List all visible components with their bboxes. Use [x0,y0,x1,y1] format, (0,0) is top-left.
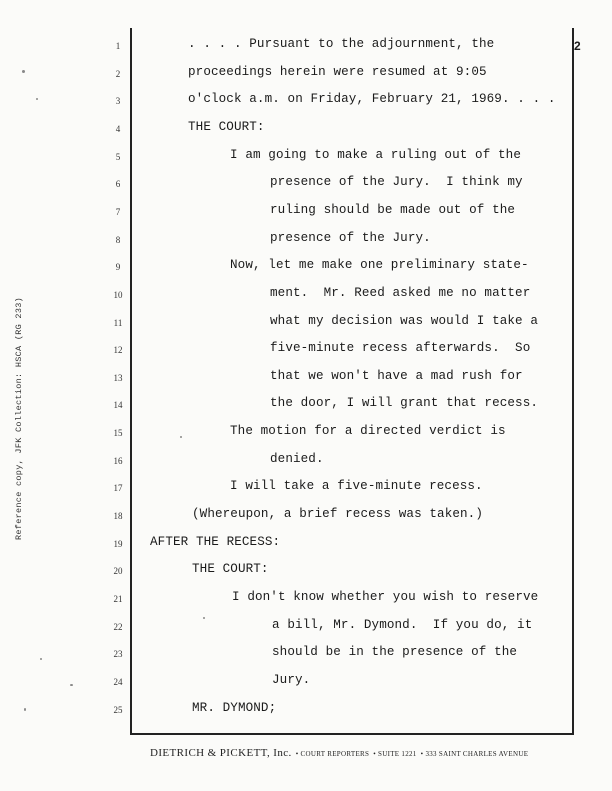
transcript-line: . . . . Pursuant to the adjournment, the [188,37,495,51]
archive-reference-label: Reference copy, JFK Collection: HSCA (RG 233) [14,296,24,540]
line-number: 4 [115,123,121,134]
transcript-line: five-minute recess afterwards. So [270,341,531,356]
transcript-line: denied. [270,451,324,466]
transcript-line: (Whereupon, a brief recess was taken.) [192,507,483,522]
line-number: 13 [113,372,123,383]
transcript-line: I don't know whether you wish to reserve [232,590,539,604]
firm-name: DIETRICH & PICKETT, Inc. [150,747,292,759]
transcript-line: I am going to make a ruling out of the [230,147,521,162]
scan-speck [203,617,205,619]
transcript-line: ment. Mr. Reed asked me no matter [270,285,531,300]
line-number: 11 [113,317,123,328]
line-number: 10 [113,289,123,300]
line-number: 20 [113,566,123,577]
transcript-line: AFTER THE RECESS: [150,534,281,549]
line-number: 3 [115,96,121,107]
transcript-line: the door, I will grant that recess. [270,396,539,411]
scan-speck [70,684,73,686]
line-number: 25 [113,704,123,715]
line-number: 18 [113,511,123,522]
transcript-line: THE COURT: [188,119,265,134]
line-number: 12 [113,345,123,356]
footer-bullet: • [295,750,299,758]
transcript-line: I will take a five-minute recess. [230,479,483,494]
line-number: 22 [113,621,123,632]
scan-speck [24,708,26,711]
page-number: 2 [574,39,581,53]
line-number: 2 [115,68,121,79]
scan-speck [22,70,25,73]
transcript-line: that we won't have a mad rush for [270,368,523,383]
line-number: 24 [113,676,123,687]
line-number: 1 [115,41,121,51]
line-number: 16 [113,455,123,466]
line-number: 5 [115,151,121,162]
transcript-line: presence of the Jury. [270,230,431,245]
scan-speck [180,436,182,438]
footer-court-reporters: COURT REPORTERS [300,750,370,758]
transcript-line: MR. DYMOND; [192,700,277,715]
line-number: 17 [113,483,123,494]
transcript-line: THE COURT: [192,562,269,577]
footer-bullet: • [373,750,376,758]
line-number: 8 [115,234,121,245]
transcript-line: Jury. [272,672,311,687]
line-number: 15 [113,428,123,439]
line-number: 19 [113,538,123,549]
transcript-line: proceedings herein were resumed at 9:05 [188,64,487,79]
scan-speck [40,658,42,660]
footer-suite: SUITE 1221 [378,750,417,758]
scan-speck [36,98,38,100]
transcript-line: The motion for a directed verdict is [230,424,506,439]
page-footer [150,743,570,761]
line-number: 6 [115,179,121,190]
transcript-line: Now, let me make one preliminary state- [230,258,529,273]
transcript-line: a bill, Mr. Dymond. If you do, it [272,617,533,632]
footer-address: 333 SAINT CHARLES AVENUE [425,750,529,758]
transcript-line: what my decision was would I take a [270,313,539,328]
line-number: 9 [115,262,121,273]
line-number: 23 [113,649,123,660]
transcript-line: should be in the presence of the [272,645,518,660]
line-number: 7 [115,206,121,217]
line-number: 21 [113,594,123,604]
transcript-line: presence of the Jury. I think my [270,175,523,190]
footer-bullet: • [420,750,424,758]
transcript-line: ruling should be made out of the [270,202,516,217]
transcript-line: o'clock a.m. on Friday, February 21, 1969. . . . [188,92,556,107]
line-number: 14 [113,400,123,411]
